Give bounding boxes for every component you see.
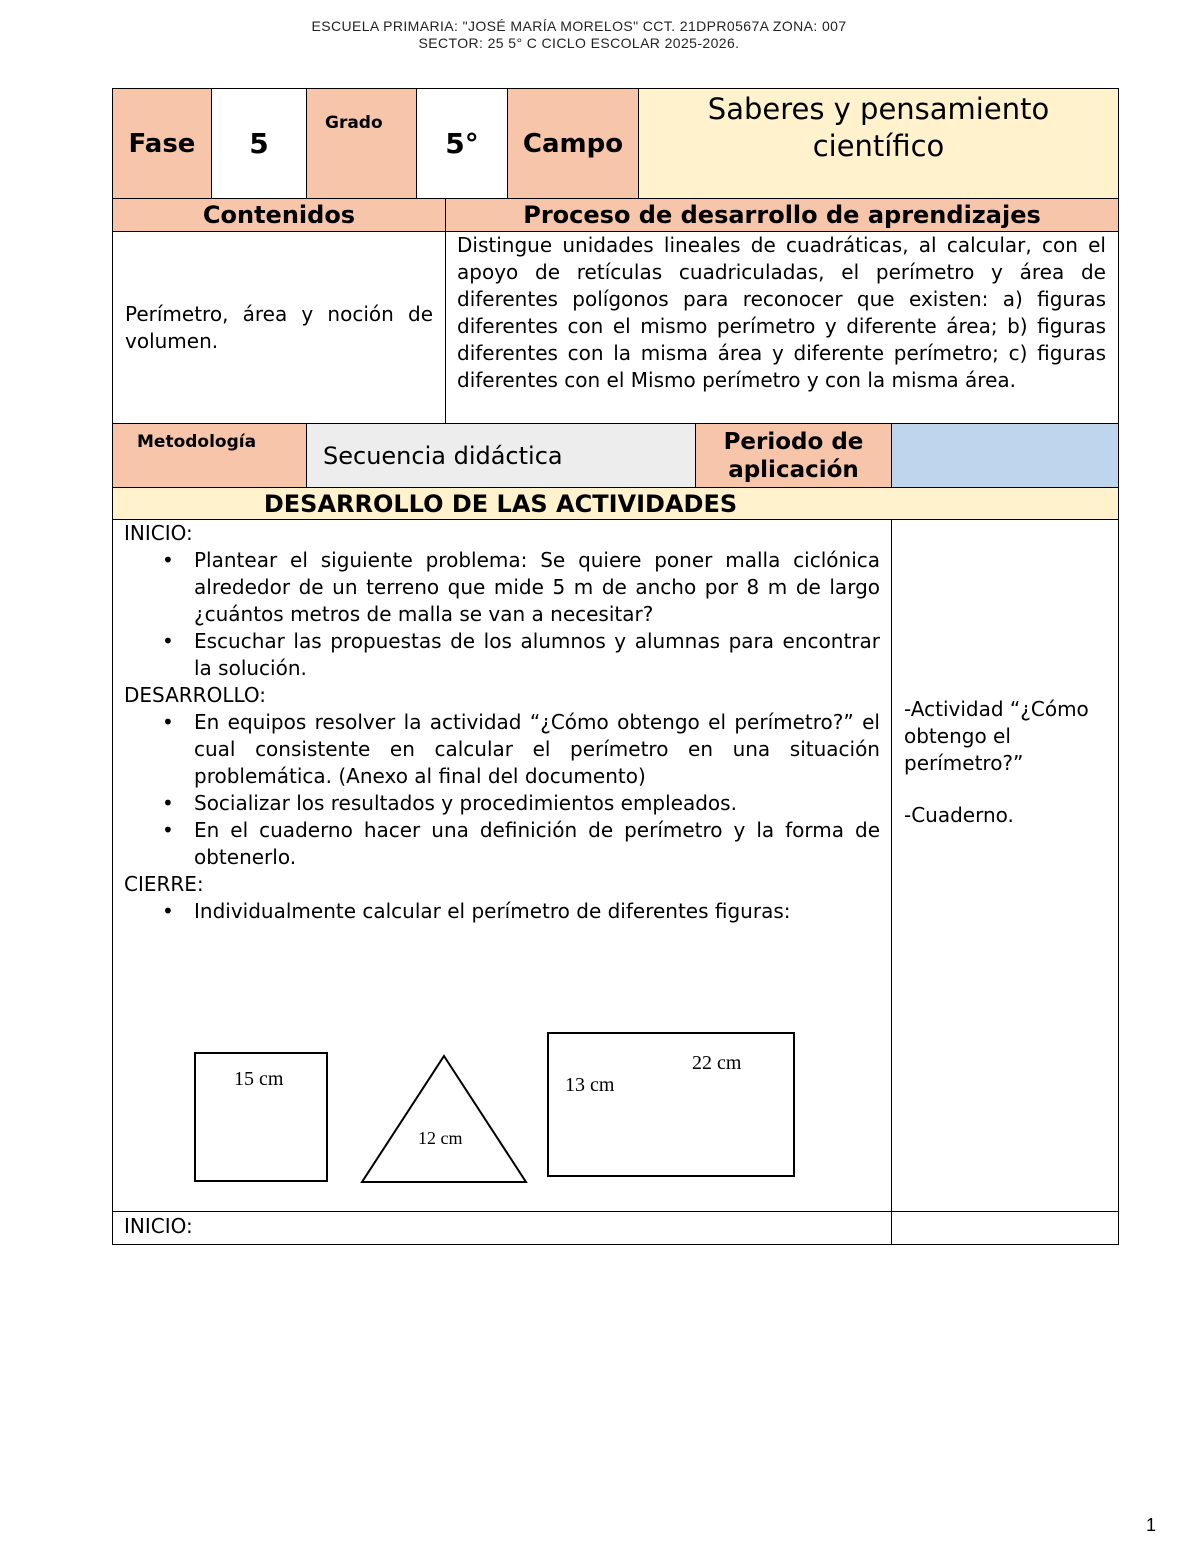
triangle-shape [362,1056,526,1182]
fase-label: Fase [112,88,212,199]
metodologia-value: Secuencia didáctica [306,423,696,488]
list-item: • En el cuaderno hacer una definición de perímetro y la forma de obtenerlo. [194,817,880,871]
campo-label: Campo [507,88,639,199]
school-header [0,18,1158,52]
resource-notebook: -Cuaderno. [904,803,1014,827]
metodologia-label: Metodología [112,423,307,488]
contenidos-header: Contenidos [112,198,446,232]
fase-value: 5 [211,88,307,199]
triangle-label: 12 cm [418,1128,463,1148]
campo-value: Saberes y pensamiento científico [638,88,1119,199]
resources-cell [891,519,1119,1212]
rectangle-figure [547,1032,795,1177]
cierre-label: CIERRE: [124,872,204,896]
list-item: • Socializar los resultados y procedimientos empleados. [194,790,880,817]
rect-height-label: 13 cm [565,1074,615,1096]
desarrollo-list [124,709,880,871]
triangle-figure [360,1052,530,1186]
list-item: • En equipos resolver la actividad “¿Cómo obtengo el perímetro?” el cual consistente en calcular el perímetro en una situación problemática. (Anexo al final del documento) [194,709,880,790]
list-item: • Individualmente calcular el perímetro de diferentes figuras: [194,898,880,925]
square-label: 15 cm [234,1068,284,1090]
proceso-text: Distingue unidades lineales de cuadráticas, al calcular, con el apoyo de retículas cuadriculadas, el perímetro y área de diferentes polígonos para reconocer que existen: a) figuras diferentes con el mismo perímetro y diferente área; b) figuras diferentes con la misma área y diferente perímetro; c) figuras diferentes con el Mismo perímetro y con la misma área. [457,233,1106,392]
page-number: 1 [1146,1515,1157,1535]
desarrollo-label: DESARROLLO: [124,683,267,707]
header-line-2: SECTOR: 25 5° C CICLO ESCOLAR 2025-2026. [418,35,740,51]
resource-activity: -Actividad “¿Cómo obtengo el perímetro?” [904,697,1089,775]
rect-width-label: 22 cm [692,1052,742,1074]
proceso-header: Proceso de desarrollo de aprendizajes [445,198,1119,232]
grado-label: Grado [306,88,417,199]
inicio-list [124,547,880,682]
last-row-label: INICIO: [112,1211,892,1245]
header-line-1: ESCUELA PRIMARIA: "JOSÉ MARÍA MORELOS" CCT. 21DPR0567A ZONA: 007 [311,18,847,34]
cierre-list [124,898,880,925]
periodo-label: Periodo de aplicación [695,423,892,488]
contenido-text: Perímetro, área y noción de volumen. [125,301,433,353]
square-figure [194,1052,328,1182]
periodo-value [891,423,1119,488]
desarrollo-title: DESARROLLO DE LAS ACTIVIDADES [112,487,1119,520]
inicio-label: INICIO: [124,521,193,545]
list-item: • Escuchar las propuestas de los alumnos y alumnas para encontrar la solución. [194,628,880,682]
list-item: • Plantear el siguiente problema: Se quiere poner malla ciclónica alrededor de un terreno que mide 5 m de ancho por 8 m de largo ¿cuántos metros de malla se van a necesitar? [194,547,880,628]
last-row-empty [891,1211,1119,1245]
grado-value: 5° [416,88,508,199]
